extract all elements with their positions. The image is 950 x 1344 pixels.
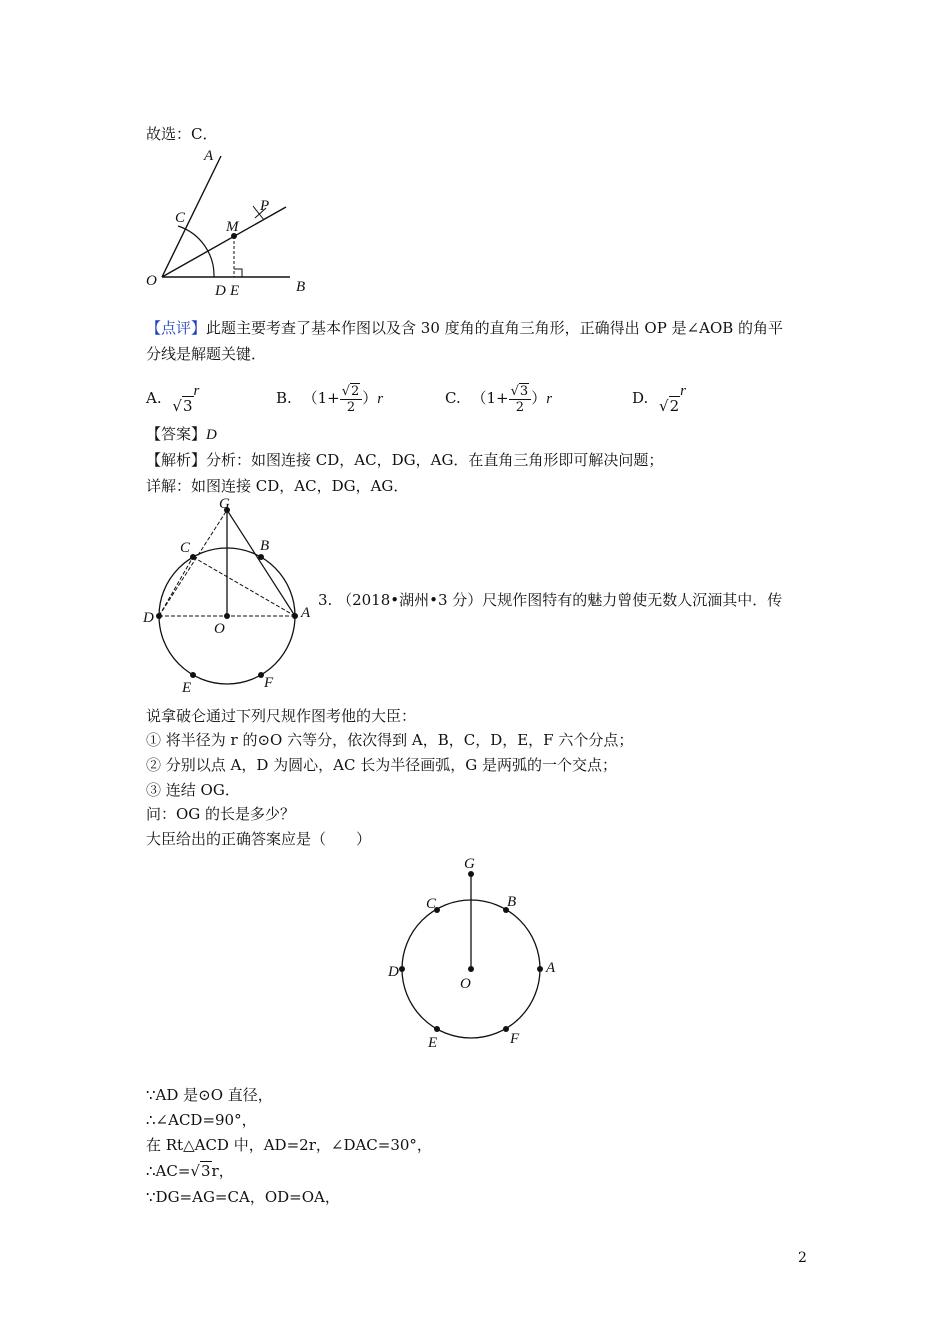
option-d-var: r: [680, 383, 686, 399]
option-d-letter: D.: [632, 389, 649, 407]
option-c-den: 2: [515, 399, 525, 415]
option-a: A. √3r: [146, 383, 200, 415]
option-b-num: 2: [351, 383, 360, 399]
c2-label-O: O: [460, 976, 471, 992]
option-c-var: r: [546, 391, 553, 407]
analysis-text-1: 分析：如图连接 CD，AC，DG，AG．在直角三角形即可解决问题；: [206, 451, 664, 469]
c1-label-F: F: [264, 675, 274, 691]
option-d-root: 2: [669, 397, 680, 415]
proof-line-4-root: 3: [200, 1162, 211, 1180]
label-P: P: [260, 198, 270, 214]
proof-line-1: ∵AD 是⊙O 直径，: [146, 1086, 273, 1104]
option-c: C. （1+ $\frac{√3}{2}$ ）r: [445, 383, 553, 415]
option-a-letter: A.: [146, 389, 162, 407]
q3-text-1: （2018•湖州•3 分）尺规作图特有的魅力曾使无数人沉湎其中．传: [337, 591, 783, 609]
c1-label-A: A: [301, 605, 311, 621]
c2-label-A: A: [546, 960, 556, 976]
c2-label-B: B: [507, 894, 517, 910]
c1-label-C: C: [180, 540, 191, 556]
option-a-var: r: [193, 383, 200, 399]
conclusion-line: 故选：C．: [146, 125, 218, 143]
c1-label-O: O: [214, 621, 225, 637]
c2-label-C: C: [426, 896, 437, 912]
label-A: A: [204, 148, 214, 164]
answer-value: D: [206, 427, 217, 443]
label-O: O: [146, 273, 157, 289]
label-C: C: [175, 210, 186, 226]
proof-line-4-pre: ∴AC=: [146, 1162, 191, 1180]
option-c-letter: C.: [445, 389, 461, 407]
answer-tag: 【答案】: [146, 425, 207, 443]
q3-prompt: 大臣给出的正确答案应是（ ）: [146, 830, 372, 848]
analysis-line-1: [146, 450, 663, 470]
option-b-suffix: ）: [362, 389, 378, 407]
proof-line-4: ∴AC=√3r，: [146, 1162, 234, 1180]
hexagon-points-figure: [384, 852, 564, 1052]
c1-label-D: D: [143, 610, 154, 626]
label-D: D: [215, 283, 226, 298]
q3-ask: 问：OG 的长是多少？: [146, 805, 296, 823]
proof-line-2: ∴∠ACD=90°，: [146, 1111, 257, 1129]
c2-label-G: G: [464, 856, 475, 872]
q3-step-3: ③ 连结 OG．: [146, 781, 240, 799]
c1-label-E: E: [182, 680, 192, 694]
option-c-suffix: ）: [531, 389, 547, 407]
q3-line-2: 说拿破仑通过下列尺规作图考他的大臣：: [146, 707, 417, 725]
option-c-prefix: （1+: [471, 389, 509, 407]
label-E: E: [230, 283, 240, 298]
proof-line-3: 在 Rt△ACD 中，AD=2r，∠DAC=30°，: [146, 1136, 432, 1154]
q3-step-2: ② 分别以点 A，D 为圆心，AC 长为半径画弧，G 是两弧的一个交点；: [146, 756, 617, 774]
comment-text-1: 此题主要考查了基本作图以及含 30 度角的直角三角形，正确得出 OP 是∠AOB 的角平: [206, 319, 784, 337]
comment-line-1: [146, 318, 783, 338]
analysis-line-2: 详解：如图连接 CD，AC，DG，AG．: [146, 477, 409, 495]
option-b-prefix: （1+: [302, 389, 340, 407]
option-c-num: 3: [519, 383, 529, 399]
circle-construction-figure: [140, 494, 315, 694]
proof-line-4-post: r，: [211, 1162, 234, 1180]
answer-line: [146, 424, 217, 445]
c2-label-D: D: [388, 964, 399, 980]
label-B: B: [296, 279, 306, 295]
proof-line-5: ∵DG=AG=CA，OD=OA，: [146, 1188, 340, 1206]
comment-tag: 【点评】: [146, 319, 207, 337]
page-number: 2: [798, 1250, 807, 1266]
q3-line-1: [318, 590, 782, 610]
c2-label-E: E: [428, 1035, 438, 1051]
c1-label-G: G: [219, 496, 230, 512]
analysis-tag: 【解析】: [146, 451, 207, 469]
option-a-root: 3: [182, 397, 193, 415]
label-M: M: [226, 219, 239, 235]
angle-bisector-figure: [138, 146, 313, 298]
q3-number: 3.: [318, 591, 333, 609]
q3-step-1: ① 将半径为 r 的⊙O 六等分，依次得到 A，B，C，D，E，F 六个分点；: [146, 731, 634, 749]
option-b-var: r: [377, 391, 384, 407]
c1-label-B: B: [260, 538, 270, 554]
option-b-den: 2: [346, 399, 356, 415]
option-d: D. √2r: [632, 383, 686, 415]
option-b-letter: B.: [276, 389, 292, 407]
c2-label-F: F: [510, 1031, 520, 1047]
option-b: B. （1+ $\frac{√2}{2}$ ）r: [276, 383, 384, 415]
comment-line-2: 分线是解题关键．: [146, 345, 267, 363]
